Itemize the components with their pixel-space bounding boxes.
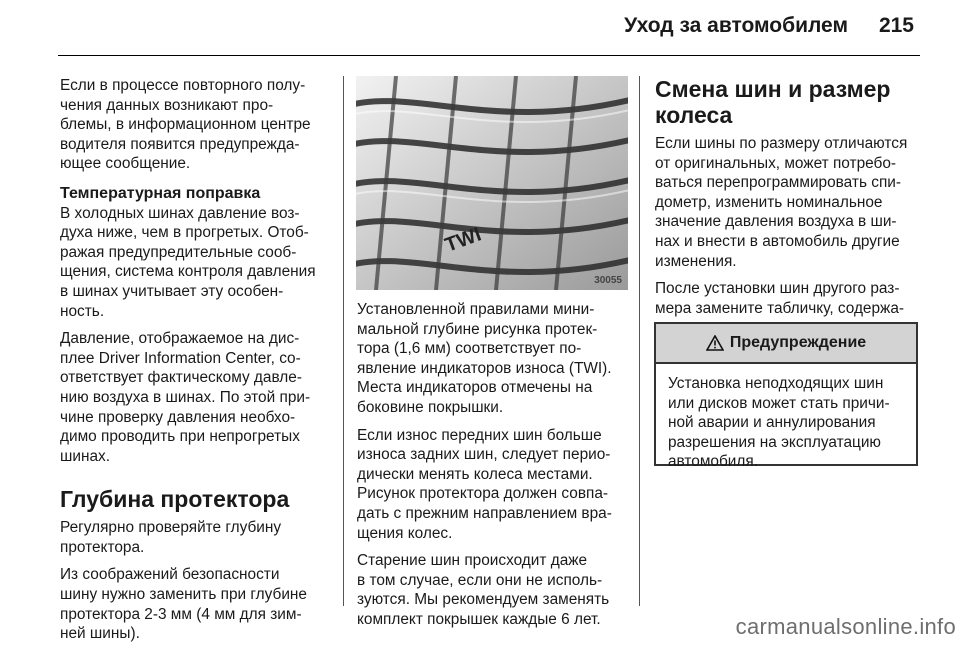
warning-title: Предупреждение [729, 334, 867, 351]
paragraph-check-tread: Регулярно проверяйте глубину протектора. [60, 519, 282, 556]
heading-tire-size-change: Смена шин и размер колеса [655, 76, 891, 128]
paragraph-rotate-wheels: Если износ передних шин больше износа задних шин, следует перио- дически менять колеса местами. Рисунок протектора должен совпа- дать с прежним направлением вра- щения колес. [357, 426, 612, 542]
paragraph-replace-label: После установки шин другого раз- мера замените табличку, содержа- [655, 280, 905, 317]
column-divider-1 [343, 76, 344, 606]
warning-triangle-icon [706, 335, 724, 351]
paragraph-dic-pressure: Давление, отображаемое на дис- плее Driver Information Center, со- ответствует фактическому давле- нию воздуха в шинах. По этой при- чине проверку давления необхо- димо проводить при непрогретых шинах. [60, 330, 311, 465]
column-2 [357, 300, 629, 638]
header-rule [58, 55, 920, 56]
paragraph-twi: Установленной правилами мини- мальной глубине рисунка протек- тора (1,6 мм) соответствует по- явление индикаторов износа (TWI). Места индикаторов отмечены на боковине покрышки. [357, 301, 612, 416]
warning-header [656, 324, 916, 364]
heading-tread-depth: Глубина протектора [60, 486, 290, 513]
header-title: Уход за автомобилем [624, 14, 848, 37]
paragraph-replace-tire: Из соображений безопасности шину нужно заменить при глубине протектора 2-3 мм (4 мм для зим- ней шины). [60, 566, 307, 643]
tire-tread-drawing [356, 76, 628, 290]
paragraph-cold-tires: В холодных шинах давление воз- духа ниже, чем в прогретых. Отоб- ражая предупредительные сооб- щения, система контроля давления в шинах учитывает эту особен- ность. [60, 204, 316, 320]
twi-label: TWI [442, 223, 485, 257]
figure-number: 30055 [594, 275, 622, 286]
column-divider-2 [639, 76, 640, 606]
watermark: carmanualsonline.info [735, 614, 956, 639]
paragraph-tire-aging: Старение шин происходит даже в том случае, если они не исполь- зуются. Мы рекомендуем заменять комплект покрышек каждые 6 лет. [357, 552, 610, 628]
page-header [0, 0, 960, 56]
paragraph-reprogramming: Если в процессе повторного полу- чения данных возникают про- блемы, в информационном центре водителя появится предупрежда- ющее сообщение. [60, 77, 311, 173]
column-3 [655, 76, 923, 346]
paragraph-size-difference: Если шины по размеру отличаются от оригинальных, может потребо- ваться перепрограммировать спи- дометр, изменить номинальное значение давления воздуха в ши- нах и внести в автомобиль другие изменения. [655, 135, 908, 270]
tire-tread-image [356, 76, 628, 290]
column-1 [60, 76, 332, 652]
page-number: 215 [878, 14, 914, 37]
warning-text: Установка неподходящих шин или дисков может стать причи- ной аварии и аннулирования разрешения на эксплуатацию автомобиля. [668, 375, 890, 471]
heading-temperature-correction: Температурная поправка [60, 184, 261, 202]
warning-box [654, 322, 918, 471]
